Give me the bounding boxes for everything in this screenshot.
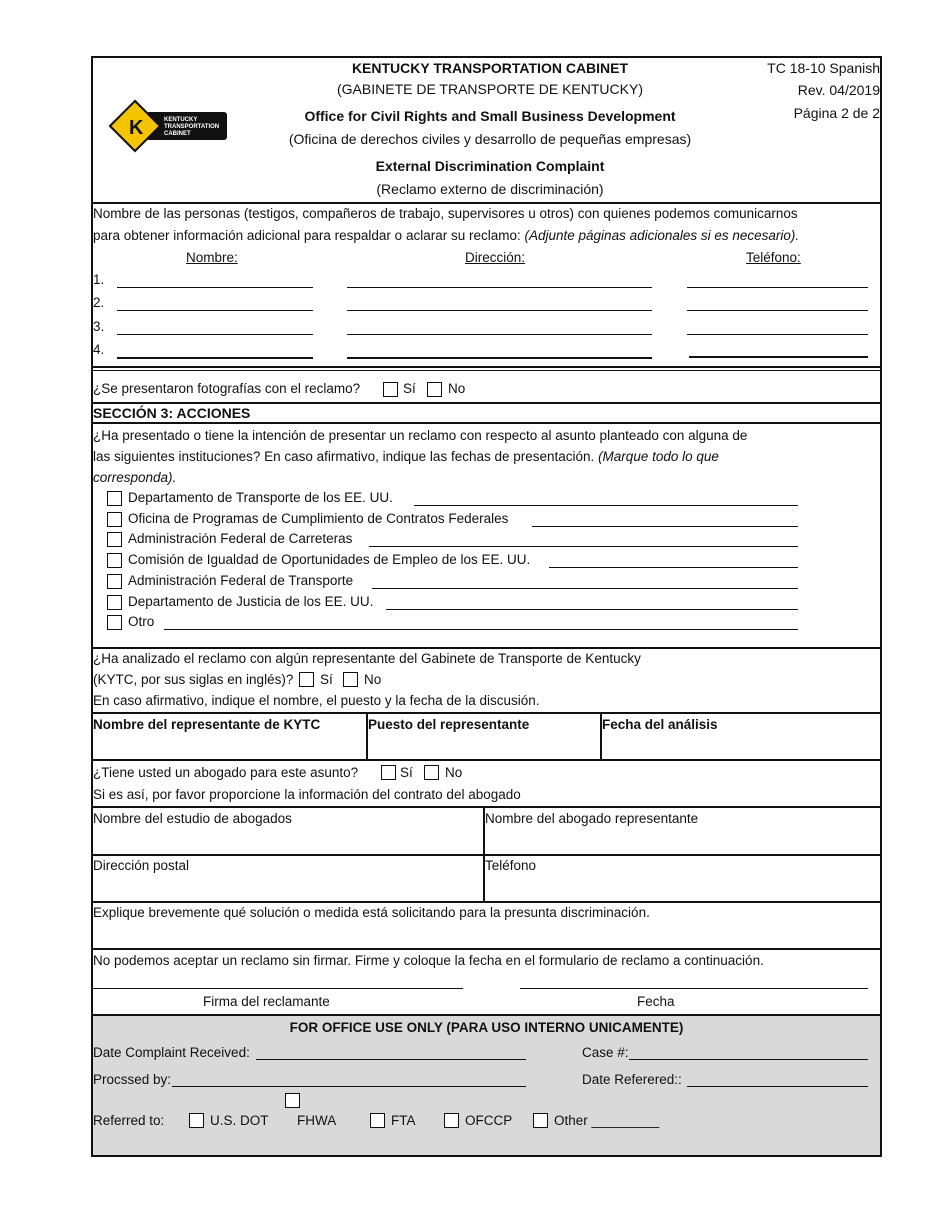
attorney-no-label: No [445, 765, 463, 780]
signature-label: Firma del reclamante [203, 994, 330, 1009]
section3-q2: las siguientes instituciones? En caso afirmativo, indique las fechas de presentación. (Marque todo lo que [93, 449, 719, 464]
attorney-yes-label: Sí [400, 765, 413, 780]
date-referred-label: Date Referered:: [582, 1072, 682, 1087]
date-label: Fecha [637, 994, 675, 1009]
agency-other-checkbox[interactable] [107, 615, 122, 630]
usdot-checkbox[interactable] [189, 1113, 204, 1128]
agency-ofccp-checkbox[interactable] [107, 512, 122, 527]
section3-q1: ¿Ha presentado o tiene la intención de presentar un reclamo con respecto al asunto planteado con alguna de [93, 428, 748, 443]
kytc-yes-label: Sí [320, 672, 333, 687]
contact-row-3-num: 3. [93, 319, 105, 334]
agency-eeoc-checkbox[interactable] [107, 553, 122, 568]
contact-4-phone-line[interactable] [689, 356, 868, 358]
agency-other-date-line[interactable] [164, 629, 798, 630]
fta-label: FTA [391, 1113, 416, 1128]
contact-row-1-num: 1. [93, 272, 105, 287]
other-checkbox[interactable] [533, 1113, 548, 1128]
agency-doj-label: Departamento de Justicia de los EE. UU. [128, 594, 374, 609]
ofccp-checkbox[interactable] [444, 1113, 459, 1128]
contact-2-phone-line[interactable] [687, 310, 868, 311]
office-use-title: FOR OFFICE USE ONLY (PARA USO INTERNO UNICAMENTE) [289, 1020, 684, 1035]
date-received-line[interactable] [256, 1059, 526, 1060]
contact-3-phone-line[interactable] [687, 334, 868, 335]
agency-fhwa-label: Administración Federal de Carreteras [128, 531, 353, 546]
page-number: Página 2 de 2 [793, 105, 880, 121]
signature-notice: No podemos aceptar un reclamo sin firmar. Firme y coloque la fecha en el formulario de reclamo a continuación. [93, 953, 764, 968]
attorney-no-checkbox[interactable] [424, 765, 439, 780]
logo-text-3: CABINET [164, 131, 191, 137]
contact-2-name-line[interactable] [117, 310, 313, 311]
attorney-mail-field[interactable]: Dirección postal [93, 858, 190, 873]
agency-fta-date-line[interactable] [372, 588, 798, 589]
svg-text:K: K [129, 117, 144, 139]
fhwa-checkbox[interactable] [285, 1093, 300, 1108]
photos-yes-label: Sí [403, 381, 416, 396]
photos-yes-checkbox[interactable] [383, 382, 398, 397]
other-label: Other _________ [554, 1113, 660, 1128]
referred-to-label: Referred to: [93, 1113, 165, 1128]
agency-ofccp-label: Oficina de Programas de Cumplimiento de Contratos Federales [128, 511, 509, 526]
processed-by-line[interactable] [172, 1086, 526, 1087]
form-title: External Discrimination Complaint [375, 158, 605, 174]
contact-1-name-line[interactable] [117, 287, 313, 288]
ofccp-label: OFCCP [465, 1113, 513, 1128]
cabinet-title-es: (GABINETE DE TRANSPORTE DE KENTUCKY) [337, 81, 643, 97]
agency-other-label: Otro [128, 614, 155, 629]
processed-by-label: Procssed by: [93, 1072, 172, 1087]
agency-eeoc-date-line[interactable] [549, 567, 798, 568]
col-phone-header: Teléfono: [746, 250, 801, 265]
usdot-label: U.S. DOT [210, 1113, 269, 1128]
kytc-col-date[interactable]: Fecha del análisis [602, 717, 718, 732]
agency-doj-checkbox[interactable] [107, 595, 122, 610]
section-3-title: SECCIÓN 3: ACCIONES [93, 405, 251, 421]
kytc-no-checkbox[interactable] [343, 672, 358, 687]
logo-text-1: KENTUCKY [164, 117, 198, 123]
section3-q3: corresponda). [93, 470, 177, 485]
photos-no-checkbox[interactable] [427, 382, 442, 397]
fhwa-label: FHWA [297, 1113, 337, 1128]
agency-doj-date-line[interactable] [386, 609, 798, 610]
agency-dot-label: Departamento de Transporte de los EE. UU. [128, 490, 393, 505]
attorney-question: ¿Tiene usted un abogado para este asunto? [93, 765, 359, 780]
col-name-header: Nombre: [186, 250, 238, 265]
kytc-q2: (KYTC, por sus siglas en inglés)? [93, 672, 294, 687]
date-referred-line[interactable] [687, 1086, 868, 1087]
signature-line[interactable] [93, 988, 463, 989]
contact-4-name-line[interactable] [117, 357, 313, 359]
date-received-label: Date Complaint Received: [93, 1045, 250, 1060]
kytc-col-name[interactable]: Nombre del representante de KYTC [93, 717, 321, 732]
agency-fhwa-date-line[interactable] [369, 546, 798, 547]
agency-ofccp-date-line[interactable] [532, 526, 798, 527]
contact-row-2-num: 2. [93, 295, 105, 310]
photos-question: ¿Se presentaron fotografías con el reclamo? [93, 381, 361, 396]
logo-text-2: TRANSPORTATION [164, 124, 220, 130]
fta-checkbox[interactable] [370, 1113, 385, 1128]
kytc-yes-checkbox[interactable] [299, 672, 314, 687]
contact-4-address-line[interactable] [347, 357, 652, 359]
attorney-q2: Si es así, por favor proporcione la información del contrato del abogado [93, 787, 521, 802]
contact-2-address-line[interactable] [347, 310, 652, 311]
contact-3-address-line[interactable] [347, 334, 652, 335]
kytc-logo [108, 99, 230, 155]
agency-fta-checkbox[interactable] [107, 574, 122, 589]
cabinet-title: KENTUCKY TRANSPORTATION CABINET [351, 60, 629, 76]
attorney-phone-field[interactable]: Teléfono [485, 858, 537, 873]
contact-1-phone-line[interactable] [687, 287, 868, 288]
contact-1-address-line[interactable] [347, 287, 652, 288]
office-title-es: (Oficina de derechos civiles y desarrollo de pequeñas empresas) [288, 131, 692, 147]
office-title: Office for Civil Rights and Small Business Development [304, 108, 676, 124]
date-line[interactable] [520, 988, 868, 989]
kytc-col-position[interactable]: Puesto del representante [368, 717, 530, 732]
kytc-q1: ¿Ha analizado el reclamo con algún representante del Gabinete de Transporte de Kentucky [93, 651, 641, 666]
col-address-header: Dirección: [465, 250, 526, 265]
case-number-line[interactable] [629, 1059, 868, 1060]
form-number: TC 18-10 Spanish [767, 60, 880, 76]
remedy-field[interactable]: Explique brevemente qué solución o medida está solicitando para la presunta discriminación. [93, 905, 650, 920]
contact-row-4-num: 4. [93, 342, 105, 357]
attorney-rep-field[interactable]: Nombre del abogado representante [485, 811, 699, 826]
agency-dot-date-line[interactable] [414, 505, 798, 506]
agency-dot-checkbox[interactable] [107, 491, 122, 506]
revision: Rev. 04/2019 [797, 82, 880, 98]
contacts-intro-2: para obtener información adicional para respaldar o aclarar su reclamo: (Adjunte páginas adicionales si es necesario). [93, 228, 800, 243]
attorney-yes-checkbox[interactable] [381, 765, 396, 780]
case-number-label: Case #: [582, 1045, 629, 1060]
agency-fta-label: Administración Federal de Transporte [128, 573, 354, 588]
photos-no-label: No [448, 381, 466, 396]
agency-eeoc-label: Comisión de Igualdad de Oportunidades de Empleo de los EE. UU. [128, 552, 531, 567]
agency-fhwa-checkbox[interactable] [107, 532, 122, 547]
form-title-es: (Reclamo externo de discriminación) [376, 181, 604, 197]
contacts-intro: Nombre de las personas (testigos, compañeros de trabajo, supervisores u otros) con quienes podemos comunicarnos [93, 206, 798, 221]
contact-3-name-line[interactable] [117, 334, 313, 335]
kytc-q3: En caso afirmativo, indique el nombre, el puesto y la fecha de la discusión. [93, 693, 540, 708]
kytc-no-label: No [364, 672, 382, 687]
attorney-firm-field[interactable]: Nombre del estudio de abogados [93, 811, 292, 826]
